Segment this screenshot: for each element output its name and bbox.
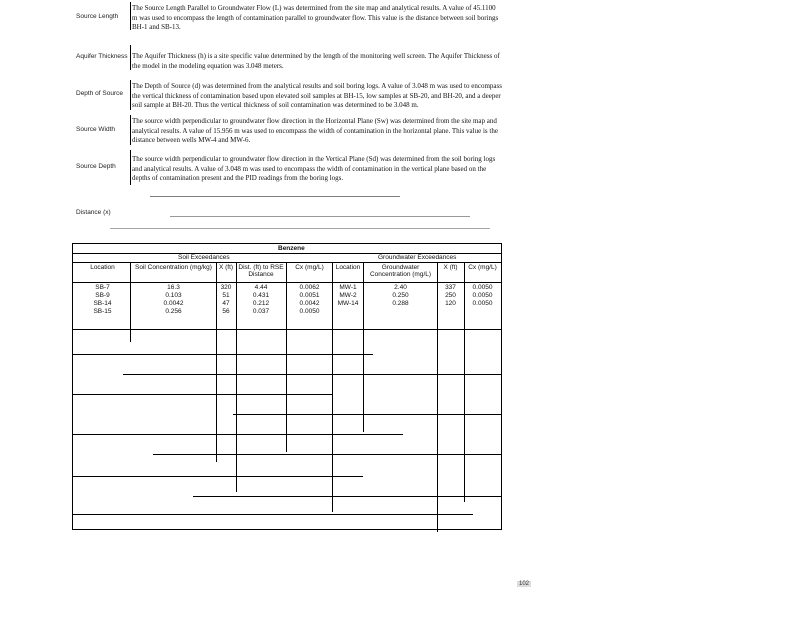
- soil-cell: 16.3: [167, 284, 180, 291]
- col-header: Groundwater Concentration (mg/L): [369, 264, 432, 278]
- soil-cell: 56: [222, 308, 230, 315]
- section-text-source-length: The Source Length Parallel to Groundwater Flow (L) was determined from the site map and analytical results. A value of 45.1100 m was used to encompass the length of contamination parallel to groundwater flow. This value is the distance between soil borings BH-1 and SB-13.: [132, 4, 499, 31]
- gw-cell: 250: [445, 292, 456, 299]
- section-rule: [130, 2, 131, 30]
- col-header: Location: [90, 264, 115, 271]
- section-label-source-depth: Source Depth: [76, 163, 116, 170]
- gw-cell: 0.0050: [472, 292, 493, 299]
- gw-cell: MW-1: [339, 284, 357, 291]
- soil-cell: 0.0050: [299, 308, 320, 315]
- benzene-table: [72, 243, 502, 530]
- table-rule: [73, 476, 363, 477]
- table-rule: [286, 262, 287, 452]
- section-rule: [130, 115, 131, 145]
- gw-cell: 0.288: [392, 300, 409, 307]
- soil-cell: 320: [220, 284, 232, 291]
- col-header: X (ft): [443, 264, 458, 271]
- soil-cell: 0.037: [252, 308, 270, 315]
- section-label-depth-of-source: Depth of Source: [76, 90, 123, 97]
- section-text-source-depth: The source width perpendicular to groundwater flow direction in the Vertical Plane (Sd) was determined from the soil boring logs and analytical results. A value of 3.048 m was used to encompass the width of contamination in the vertical plane based on the depths of contamination present and the PID readings from the boring logs.: [132, 155, 496, 182]
- table-rule: [193, 496, 501, 497]
- gw-cell: 0.0050: [472, 284, 493, 291]
- col-header: X (ft): [218, 264, 234, 271]
- table-rule: [363, 262, 364, 432]
- table-rule: [216, 262, 217, 462]
- section-text-aquifer-thickness: The Aquifer Thickness (h) is a site specific value determined by the length of the monitoring well screen. The Aquifer Thickness of the model in the modeling equation was 3.048 meters.: [132, 52, 500, 70]
- soil-cell: 0.431: [252, 292, 270, 299]
- soil-cell: SB-15: [93, 308, 112, 315]
- gw-cell: 337: [445, 284, 456, 291]
- table-rule: [236, 262, 237, 492]
- section-rule: [130, 80, 131, 110]
- soil-header: Soil Exceedances: [178, 254, 230, 261]
- page-tag: 102: [519, 581, 530, 587]
- section-label-source-width: Source Width: [76, 126, 116, 133]
- gw-cell: 2.40: [394, 284, 407, 291]
- gw-cell: 0.250: [392, 292, 409, 299]
- soil-cell: 0.0042: [299, 300, 320, 307]
- section-label-aquifer-thickness: Aquifer Thickness: [76, 53, 128, 60]
- gw-cell: 0.0050: [472, 300, 493, 307]
- soil-cell: 0.256: [165, 308, 182, 315]
- table-rule: [123, 374, 501, 375]
- section-text-depth-of-source: The Depth of Source (d) was determined from the analytical results and soil boring logs. A value of 3.048 m was used to encompass the vertical thickness of contamination based upon elevated soil samples at BH-15, low samples at SB-20, and BH-20, and a deeper soil sample at BH-20. Thus the vertical thickness of soil contamination was determined to be 3.048 m.: [132, 82, 502, 109]
- col-header: Location: [335, 264, 361, 271]
- soil-cell: 0.212: [252, 300, 270, 307]
- table-rule: [153, 454, 501, 455]
- table-rule: [332, 262, 333, 512]
- scan-artifact: [110, 228, 490, 229]
- table-rule: [73, 394, 333, 395]
- soil-cell: 0.103: [165, 292, 182, 299]
- table-rule: [73, 434, 403, 435]
- table-rule: [73, 329, 501, 330]
- gw-cell: MW-14: [337, 300, 359, 307]
- soil-cell: SB-9: [95, 292, 110, 299]
- soil-cell: 0.0051: [299, 292, 320, 299]
- gw-cell: MW-2: [339, 292, 357, 299]
- gw-header: Groundwater Exceedances: [378, 254, 457, 261]
- col-header: Dist. (ft) to RSE Distance: [238, 264, 284, 278]
- soil-cell: SB-14: [93, 300, 112, 307]
- scan-artifact: [150, 196, 400, 197]
- gw-cell: 120: [445, 300, 456, 307]
- soil-cell: 0.0062: [299, 284, 320, 291]
- soil-cell: 0.0042: [163, 300, 184, 307]
- table-title: Benzene: [278, 245, 305, 252]
- table-rule: [464, 262, 465, 502]
- soil-cell: 4.44: [254, 284, 268, 291]
- soil-cell: 47: [222, 300, 230, 307]
- section-label-distance: Distance (x): [76, 209, 111, 216]
- col-header: Cx (mg/L): [295, 264, 324, 271]
- soil-cell: SB-7: [95, 284, 110, 291]
- table-rule: [130, 262, 131, 342]
- col-header: Cx (mg/L): [468, 264, 497, 271]
- col-header: Soil Concentration (mg/kg): [135, 264, 212, 271]
- section-label-source-length: Source Length: [76, 13, 119, 20]
- section-rule: [130, 150, 131, 185]
- section-text-source-width: The source width perpendicular to groundwater flow direction in the Horizontal Plane (Sw) was determined from the site map and analytical results. A value of 15.956 m was used to encompass the width of contamination in the horizontal plane. This value is the distance between wells MW-4 and MW-6.: [132, 117, 498, 144]
- table-rule: [233, 414, 501, 415]
- soil-cell: 51: [222, 292, 230, 299]
- table-rule: [73, 354, 373, 355]
- section-rule: [130, 45, 131, 70]
- scan-artifact: [170, 216, 470, 217]
- table-rule: [73, 514, 473, 515]
- table-rule: [437, 262, 438, 532]
